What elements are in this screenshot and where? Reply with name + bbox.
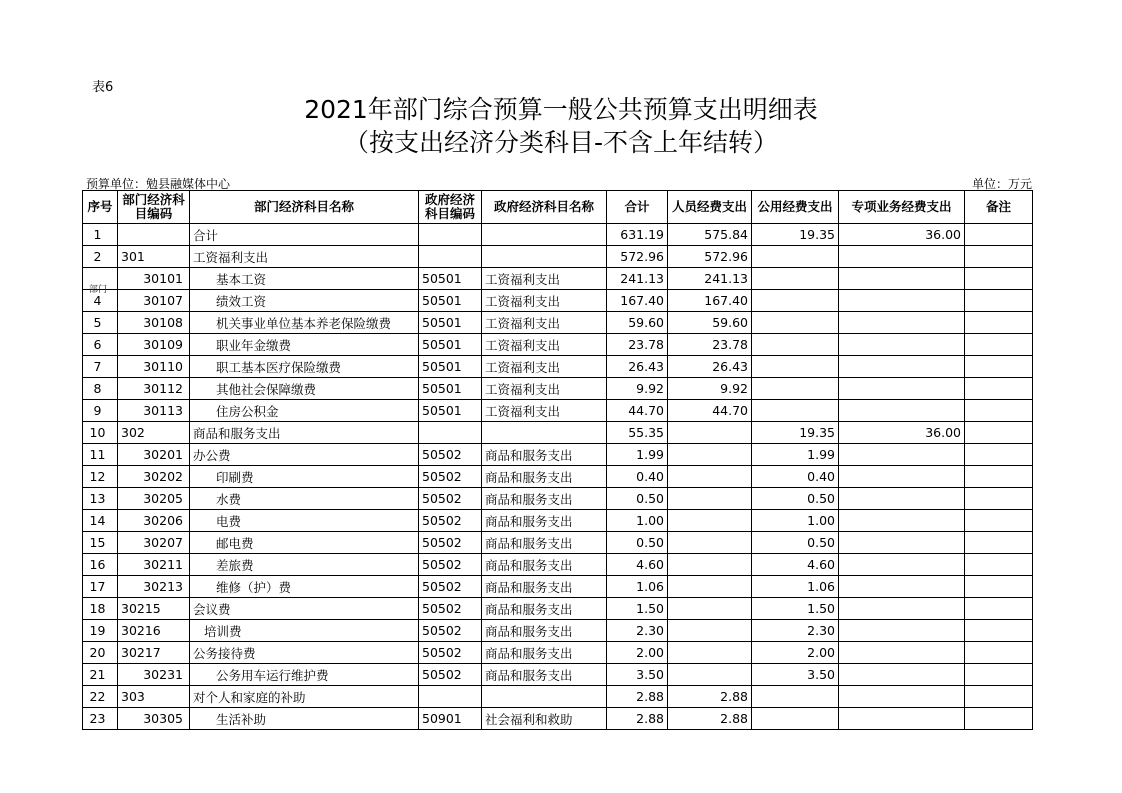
row-remark	[965, 598, 1033, 620]
table-row	[83, 554, 1033, 576]
row-seq: 19	[83, 620, 118, 642]
row-dept-code: 30112	[118, 378, 190, 400]
row-remark	[965, 510, 1033, 532]
row-public	[752, 356, 839, 378]
row-personnel: 59.60	[668, 312, 752, 334]
row-gov-name: 工资福利支出	[482, 400, 607, 422]
row-total: 0.50	[607, 532, 668, 554]
row-total: 1.50	[607, 598, 668, 620]
row-total: 0.40	[607, 466, 668, 488]
col-header-dept-code: 部门经济科目编码	[118, 191, 190, 224]
row-dept-name: 培训费	[190, 620, 419, 642]
row-gov-code: 50502	[419, 554, 482, 576]
row-gov-code: 50501	[419, 400, 482, 422]
row-remark	[965, 246, 1033, 268]
row-remark	[965, 334, 1033, 356]
row-seq: 10	[83, 422, 118, 444]
row-gov-name: 商品和服务支出	[482, 444, 607, 466]
row-gov-code	[419, 246, 482, 268]
row-gov-name: 商品和服务支出	[482, 488, 607, 510]
row-remark	[965, 576, 1033, 598]
row-public	[752, 400, 839, 422]
table-row	[83, 576, 1033, 598]
row-personnel: 9.92	[668, 378, 752, 400]
row-public	[752, 378, 839, 400]
row-dept-name: 工资福利支出	[190, 246, 419, 268]
table-row	[83, 642, 1033, 664]
table-row	[83, 686, 1033, 708]
row-remark	[965, 554, 1033, 576]
row-total: 2.30	[607, 620, 668, 642]
row-seq: 8	[83, 378, 118, 400]
row-gov-code: 50502	[419, 532, 482, 554]
row-special	[839, 400, 965, 422]
row-remark	[965, 642, 1033, 664]
row-remark	[965, 466, 1033, 488]
row-public	[752, 312, 839, 334]
row-dept-code: 302	[118, 422, 190, 444]
row-personnel	[668, 488, 752, 510]
row-dept-name: 职业年金缴费	[190, 334, 419, 356]
row-dept-name: 机关事业单位基本养老保险缴费	[190, 312, 419, 334]
row-remark	[965, 422, 1033, 444]
table-row	[83, 378, 1033, 400]
row-total: 44.70	[607, 400, 668, 422]
row-dept-code: 30113	[118, 400, 190, 422]
row-special	[839, 532, 965, 554]
row-public: 0.40	[752, 466, 839, 488]
row-dept-code: 30217	[118, 642, 190, 664]
row-public: 4.60	[752, 554, 839, 576]
row-public	[752, 290, 839, 312]
row-gov-name	[482, 686, 607, 708]
col-header-public: 公用经费支出	[752, 191, 839, 224]
row-special	[839, 356, 965, 378]
row-special	[839, 488, 965, 510]
row-gov-name: 商品和服务支出	[482, 532, 607, 554]
row-remark	[965, 224, 1033, 246]
row-public: 19.35	[752, 422, 839, 444]
row-gov-name: 工资福利支出	[482, 312, 607, 334]
row-total: 59.60	[607, 312, 668, 334]
row-personnel: 572.96	[668, 246, 752, 268]
row-personnel	[668, 422, 752, 444]
table-row	[83, 422, 1033, 444]
row-total: 2.00	[607, 642, 668, 664]
row-special	[839, 642, 965, 664]
table-row	[83, 224, 1033, 246]
row-total: 9.92	[607, 378, 668, 400]
row-dept-name: 电费	[190, 510, 419, 532]
row-special	[839, 312, 965, 334]
row-special	[839, 246, 965, 268]
row-gov-name: 工资福利支出	[482, 334, 607, 356]
row-seq: 11	[83, 444, 118, 466]
row-personnel	[668, 466, 752, 488]
row-seq: 9	[83, 400, 118, 422]
row-gov-code: 50502	[419, 488, 482, 510]
row-remark	[965, 620, 1033, 642]
row-remark	[965, 356, 1033, 378]
table-header-row	[83, 191, 1033, 224]
row-personnel	[668, 510, 752, 532]
row-public: 0.50	[752, 532, 839, 554]
table-row	[83, 400, 1033, 422]
row-remark	[965, 268, 1033, 290]
row-gov-name: 工资福利支出	[482, 356, 607, 378]
row-personnel: 2.88	[668, 708, 752, 730]
row-special	[839, 334, 965, 356]
row-total: 3.50	[607, 664, 668, 686]
row-gov-code: 50501	[419, 290, 482, 312]
row-dept-code: 30107	[118, 290, 190, 312]
row-gov-code: 50502	[419, 444, 482, 466]
row-total: 1.06	[607, 576, 668, 598]
col-header-personnel: 人员经费支出	[668, 191, 752, 224]
row-gov-code: 50501	[419, 268, 482, 290]
row-remark	[965, 312, 1033, 334]
row-gov-name	[482, 224, 607, 246]
table-row	[83, 444, 1033, 466]
row-total: 23.78	[607, 334, 668, 356]
row-personnel	[668, 444, 752, 466]
row-total: 1.99	[607, 444, 668, 466]
row-public: 1.50	[752, 598, 839, 620]
row-remark	[965, 532, 1033, 554]
row-gov-name: 工资福利支出	[482, 268, 607, 290]
row-dept-name: 商品和服务支出	[190, 422, 419, 444]
row-public	[752, 268, 839, 290]
row-gov-code: 50501	[419, 378, 482, 400]
row-remark	[965, 664, 1033, 686]
row-remark	[965, 290, 1033, 312]
row-seq: 21	[83, 664, 118, 686]
row-dept-name: 其他社会保障缴费	[190, 378, 419, 400]
row-dept-name: 印刷费	[190, 466, 419, 488]
table-row	[83, 620, 1033, 642]
row-gov-name: 工资福利支出	[482, 378, 607, 400]
row-dept-name: 住房公积金	[190, 400, 419, 422]
row-public: 3.50	[752, 664, 839, 686]
row-seq: 4	[83, 290, 118, 312]
row-special	[839, 554, 965, 576]
table-row	[83, 268, 1033, 290]
row-seq: 7	[83, 356, 118, 378]
table-row	[83, 312, 1033, 334]
row-public: 1.06	[752, 576, 839, 598]
row-gov-name: 商品和服务支出	[482, 576, 607, 598]
row-dept-code: 303	[118, 686, 190, 708]
row-personnel	[668, 576, 752, 598]
table-number: 表6	[92, 80, 114, 95]
row-personnel: 241.13	[668, 268, 752, 290]
table-row	[83, 488, 1033, 510]
row-gov-code: 50501	[419, 312, 482, 334]
row-special	[839, 510, 965, 532]
col-header-special: 专项业务经费支出	[839, 191, 965, 224]
row-remark	[965, 708, 1033, 730]
row-gov-name: 工资福利支出	[482, 290, 607, 312]
row-total: 631.19	[607, 224, 668, 246]
row-seq: 14	[83, 510, 118, 532]
row-personnel	[668, 664, 752, 686]
row-gov-code	[419, 224, 482, 246]
row-seq: 12	[83, 466, 118, 488]
table-row	[83, 598, 1033, 620]
row-personnel	[668, 598, 752, 620]
row-dept-code: 30213	[118, 576, 190, 598]
row-special: 36.00	[839, 422, 965, 444]
row-public: 1.00	[752, 510, 839, 532]
row-dept-name: 水费	[190, 488, 419, 510]
row-public: 19.35	[752, 224, 839, 246]
row-dept-name: 会议费	[190, 598, 419, 620]
table-row	[83, 334, 1033, 356]
row-dept-code: 30216	[118, 620, 190, 642]
row-total: 167.40	[607, 290, 668, 312]
table-row	[83, 664, 1033, 686]
row-dept-code: 30108	[118, 312, 190, 334]
row-special: 36.00	[839, 224, 965, 246]
row-special	[839, 378, 965, 400]
col-header-seq: 序号	[83, 191, 118, 224]
row-dept-code: 30206	[118, 510, 190, 532]
page-subtitle: （按支出经济分类科目-不含上年结转）	[343, 128, 779, 157]
row-dept-name: 公务用车运行维护费	[190, 664, 419, 686]
row-personnel	[668, 620, 752, 642]
row-total: 0.50	[607, 488, 668, 510]
row-dept-name: 差旅费	[190, 554, 419, 576]
row-public	[752, 686, 839, 708]
row-public: 2.00	[752, 642, 839, 664]
col-header-remark: 备注	[965, 191, 1033, 224]
row-dept-name: 办公费	[190, 444, 419, 466]
row-dept-code: 30110	[118, 356, 190, 378]
row-gov-name: 商品和服务支出	[482, 620, 607, 642]
row-public: 0.50	[752, 488, 839, 510]
row-dept-name: 职工基本医疗保险缴费	[190, 356, 419, 378]
row-dept-code: 30215	[118, 598, 190, 620]
table-row	[83, 708, 1033, 730]
table-row	[83, 246, 1033, 268]
row-total: 241.13	[607, 268, 668, 290]
row-special	[839, 620, 965, 642]
row-seq: 17	[83, 576, 118, 598]
row-gov-name: 商品和服务支出	[482, 510, 607, 532]
row-gov-code: 50502	[419, 466, 482, 488]
row-dept-code: 30231	[118, 664, 190, 686]
row-special	[839, 466, 965, 488]
row-public: 2.30	[752, 620, 839, 642]
row-public	[752, 708, 839, 730]
row-special	[839, 444, 965, 466]
row-personnel	[668, 642, 752, 664]
row-personnel: 26.43	[668, 356, 752, 378]
row-gov-name: 社会福利和救助	[482, 708, 607, 730]
row-total: 572.96	[607, 246, 668, 268]
row-seq: 2	[83, 246, 118, 268]
row-remark	[965, 488, 1033, 510]
table-row	[83, 356, 1033, 378]
row-dept-code: 30101	[118, 268, 190, 290]
row-public: 1.99	[752, 444, 839, 466]
row-seq: 20	[83, 642, 118, 664]
row-public	[752, 334, 839, 356]
row-total: 4.60	[607, 554, 668, 576]
row-gov-code: 50901	[419, 708, 482, 730]
row-gov-name: 商品和服务支出	[482, 598, 607, 620]
table-row	[83, 290, 1033, 312]
side-note: 部门	[89, 285, 108, 295]
row-public	[752, 246, 839, 268]
row-dept-name: 公务接待费	[190, 642, 419, 664]
row-special	[839, 708, 965, 730]
page-title: 2021年部门综合预算一般公共预算支出明细表	[304, 95, 818, 124]
row-dept-code: 30211	[118, 554, 190, 576]
row-dept-code: 30201	[118, 444, 190, 466]
row-gov-code: 50502	[419, 510, 482, 532]
row-gov-name	[482, 246, 607, 268]
row-seq	[83, 268, 118, 295]
row-gov-code: 50502	[419, 664, 482, 686]
table-row	[83, 466, 1033, 488]
row-gov-code	[419, 686, 482, 708]
row-remark	[965, 400, 1033, 422]
row-dept-name: 邮电费	[190, 532, 419, 554]
row-personnel: 44.70	[668, 400, 752, 422]
row-remark	[965, 378, 1033, 400]
row-gov-name: 商品和服务支出	[482, 642, 607, 664]
row-dept-code: 30205	[118, 488, 190, 510]
row-gov-name: 商品和服务支出	[482, 664, 607, 686]
budget-unit-label: 预算单位：勉县融媒体中心	[86, 177, 231, 191]
row-dept-code: 30202	[118, 466, 190, 488]
row-seq: 6	[83, 334, 118, 356]
row-seq: 13	[83, 488, 118, 510]
row-special	[839, 598, 965, 620]
row-seq: 15	[83, 532, 118, 554]
row-personnel: 575.84	[668, 224, 752, 246]
col-header-dept-name: 部门经济科目名称	[190, 191, 419, 224]
row-seq: 1	[83, 224, 118, 246]
row-personnel: 167.40	[668, 290, 752, 312]
row-special	[839, 576, 965, 598]
row-seq: 18	[83, 598, 118, 620]
table-row	[83, 532, 1033, 554]
row-special	[839, 290, 965, 312]
currency-unit-label: 单位：万元	[971, 177, 1032, 191]
row-gov-name: 商品和服务支出	[482, 554, 607, 576]
row-personnel	[668, 532, 752, 554]
row-seq: 22	[83, 686, 118, 708]
row-seq: 23	[83, 708, 118, 730]
row-special	[839, 664, 965, 686]
row-remark	[965, 686, 1033, 708]
row-personnel	[668, 554, 752, 576]
row-personnel: 23.78	[668, 334, 752, 356]
row-special	[839, 686, 965, 708]
row-total: 1.00	[607, 510, 668, 532]
row-total: 2.88	[607, 686, 668, 708]
table-row	[83, 510, 1033, 532]
row-gov-code: 50502	[419, 620, 482, 642]
row-dept-name: 绩效工资	[190, 290, 419, 312]
row-remark	[965, 444, 1033, 466]
row-dept-code: 301	[118, 246, 190, 268]
row-gov-name	[482, 422, 607, 444]
row-dept-name: 合计	[190, 224, 419, 246]
row-total: 26.43	[607, 356, 668, 378]
col-header-gov-code: 政府经济科目编码	[419, 191, 482, 224]
row-gov-code: 50502	[419, 576, 482, 598]
row-seq: 16	[83, 554, 118, 576]
col-header-gov-name: 政府经济科目名称	[482, 191, 607, 224]
row-dept-code: 30109	[118, 334, 190, 356]
row-special	[839, 268, 965, 290]
row-gov-code: 50501	[419, 334, 482, 356]
row-dept-name: 生活补助	[190, 708, 419, 730]
row-gov-code: 50501	[419, 356, 482, 378]
row-gov-name: 商品和服务支出	[482, 466, 607, 488]
row-total: 2.88	[607, 708, 668, 730]
row-dept-name: 对个人和家庭的补助	[190, 686, 419, 708]
row-gov-code: 50502	[419, 642, 482, 664]
row-dept-code: 30207	[118, 532, 190, 554]
row-total: 55.35	[607, 422, 668, 444]
row-gov-code	[419, 422, 482, 444]
row-dept-code	[118, 224, 190, 246]
budget-table	[82, 190, 1033, 730]
row-gov-code: 50502	[419, 598, 482, 620]
row-seq: 5	[83, 312, 118, 334]
row-personnel: 2.88	[668, 686, 752, 708]
row-dept-code: 30305	[118, 708, 190, 730]
col-header-total: 合计	[607, 191, 668, 224]
row-dept-name: 维修（护）费	[190, 576, 419, 598]
row-dept-name: 基本工资	[190, 268, 419, 290]
